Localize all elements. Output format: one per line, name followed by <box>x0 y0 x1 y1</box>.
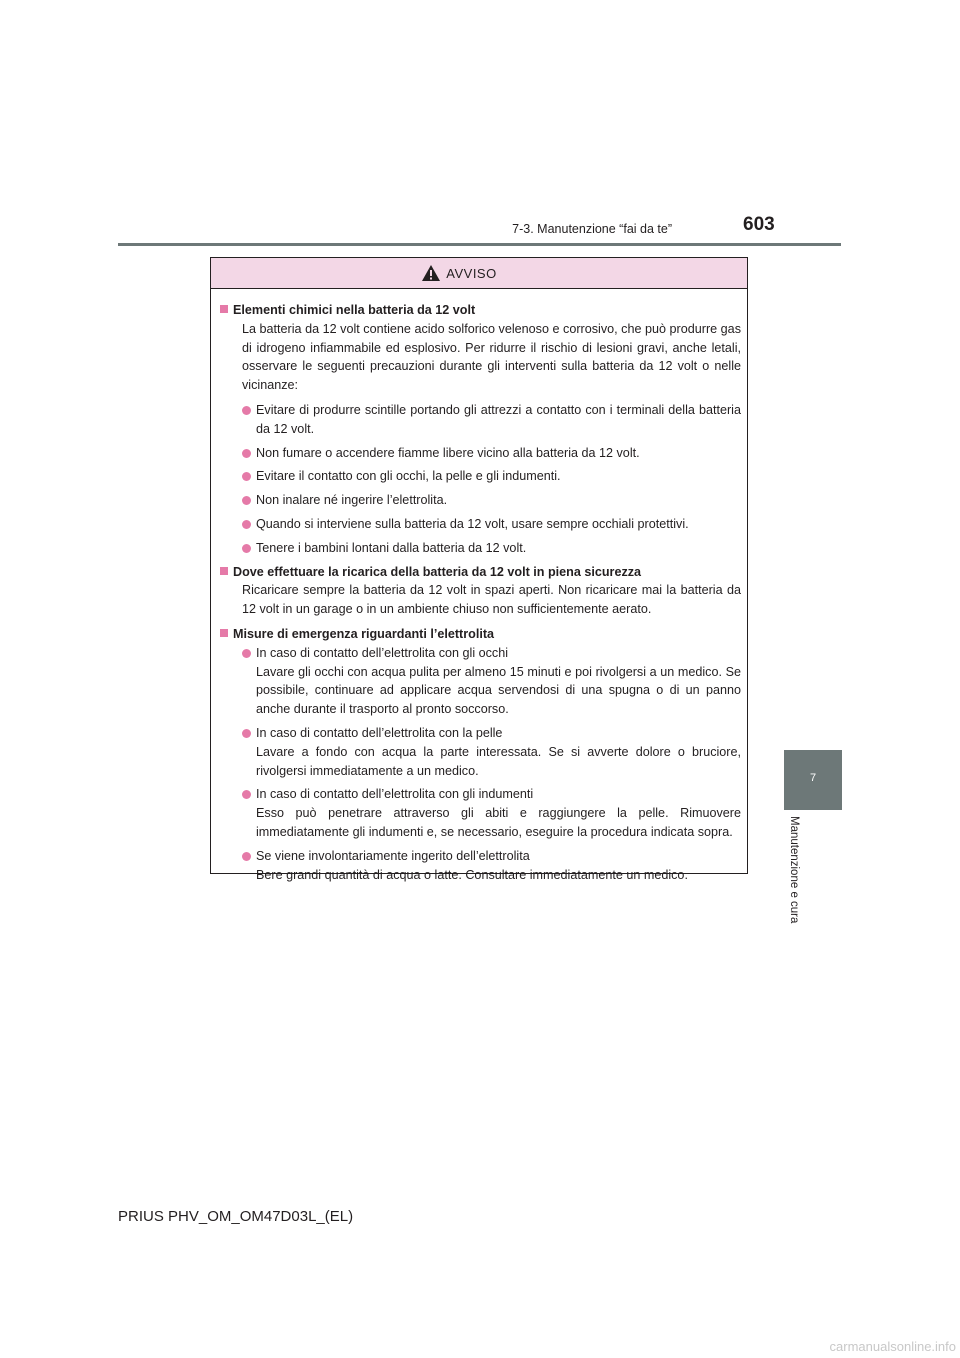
circle-bullet-icon <box>242 852 251 861</box>
list-item-title: In caso di contatto dell’elettrolita con gli occhi <box>256 645 509 660</box>
circle-bullet-icon <box>242 520 251 529</box>
list-item <box>242 847 741 885</box>
list-item-text: Tenere i bambini lontani dalla batteria da 12 volt. <box>256 540 527 555</box>
list-item-body: Esso può penetrare attraverso gli abiti e raggiungere la pelle. Rimuovere immediatamente gli indumenti e, se necessario, eseguire la procedura indicata sopra. <box>256 806 741 839</box>
list-item-text <box>256 785 741 841</box>
list-item <box>242 491 741 510</box>
list-item <box>242 401 741 439</box>
chapter-title: Manutenzione e cura <box>788 816 800 924</box>
watermark: carmanualsonline.info <box>829 1339 956 1354</box>
circle-bullet-icon <box>242 449 251 458</box>
list-item-text <box>256 644 741 719</box>
chapter-number: 7 <box>809 772 817 784</box>
warning-header <box>211 258 747 289</box>
section-heading <box>220 301 741 320</box>
list-item-text: Evitare il contatto con gli occhi, la pelle e gli indumenti. <box>256 469 561 484</box>
footer-model-code: PRIUS PHV_OM_OM47D03L_(EL) <box>118 1208 354 1225</box>
section-heading-text: Dove effettuare la ricarica della batteria da 12 volt in piena sicurezza <box>233 564 642 579</box>
list-item <box>242 785 741 841</box>
list-item-title: In caso di contatto dell’elettrolita con la pelle <box>256 725 503 740</box>
section-heading-text: Misure di emergenza riguardanti l’elettrolita <box>233 626 495 641</box>
list-item <box>242 444 741 463</box>
list-item <box>242 539 741 558</box>
list-item-text <box>256 724 741 780</box>
circle-bullet-icon <box>242 544 251 553</box>
circle-bullet-icon <box>242 649 251 658</box>
list-item-text: Evitare di produrre scintille portando gli attrezzi a contatto con i terminali della batteria da 12 volt. <box>256 402 741 436</box>
circle-bullet-icon <box>242 406 251 415</box>
circle-bullet-icon <box>242 790 251 799</box>
list-item-body: Lavare gli occhi con acqua pulita per almeno 15 minuti e poi rivolgersi a un medico. Se possibile, continuare ad applicare acqua servendosi di una spugna o di un panno anche durante il trasporto al pronto soccorso. <box>256 664 741 717</box>
header-rule <box>118 243 841 246</box>
section-heading-text: Elementi chimici nella batteria da 12 volt <box>233 303 476 317</box>
circle-bullet-icon <box>242 496 251 505</box>
warning-body <box>211 289 747 884</box>
section-paragraph: Ricaricare sempre la batteria da 12 volt in spazi aperti. Non ricaricare mai la batteria da 12 volt in un garage o in un ambiente chiuso non sufficientemente aerato. <box>242 583 741 617</box>
section-title: 7-3. Manutenzione “fai da te” <box>512 222 672 236</box>
warning-triangle-icon <box>421 264 441 282</box>
list-item-text: Non inalare né ingerire l’elettrolita. <box>256 493 448 508</box>
circle-bullet-icon <box>242 472 251 481</box>
list-item <box>242 467 741 486</box>
list-item <box>242 724 741 780</box>
list-item <box>242 515 741 534</box>
list-item-text <box>256 847 741 885</box>
square-bullet-icon <box>220 567 228 575</box>
warning-box <box>210 257 748 882</box>
list-item-body: Lavare a fondo con acqua la parte interessata. Se si avverte dolore o bruciore, rivolgersi immediatamente a un medico. <box>256 744 741 778</box>
page-number: 603 <box>743 214 775 235</box>
section-paragraph: La batteria da 12 volt contiene acido solforico velenoso e corrosivo, che può produrre gas di idrogeno infiammabile ed esplosivo. Per ridurre il rischio di lesioni gravi, anche letali, osservare le seguenti precauzioni durante gli interventi sulla batteria da 12 volt o nelle vicinanze: <box>242 321 741 393</box>
square-bullet-icon <box>220 629 228 637</box>
list-item-body: Bere grandi quantità di acqua o latte. Consultare immediatamente un medico. <box>256 867 688 882</box>
chapter-tab <box>784 750 842 810</box>
list-item-title: Se viene involontariamente ingerito dell’elettrolita <box>256 848 530 863</box>
warning-title: AVVISO <box>446 265 497 281</box>
square-bullet-icon <box>220 305 228 313</box>
circle-bullet-icon <box>242 729 251 738</box>
list-item-text: Non fumare o accendere fiamme libere vicino alla batteria da 12 volt. <box>256 445 640 460</box>
section-heading <box>220 625 741 644</box>
section-heading <box>220 563 741 582</box>
list-item-title: In caso di contatto dell’elettrolita con gli indumenti <box>256 787 534 802</box>
list-item <box>242 644 741 719</box>
list-item-text: Quando si interviene sulla batteria da 12 volt, usare sempre occhiali protettivi. <box>256 516 689 531</box>
